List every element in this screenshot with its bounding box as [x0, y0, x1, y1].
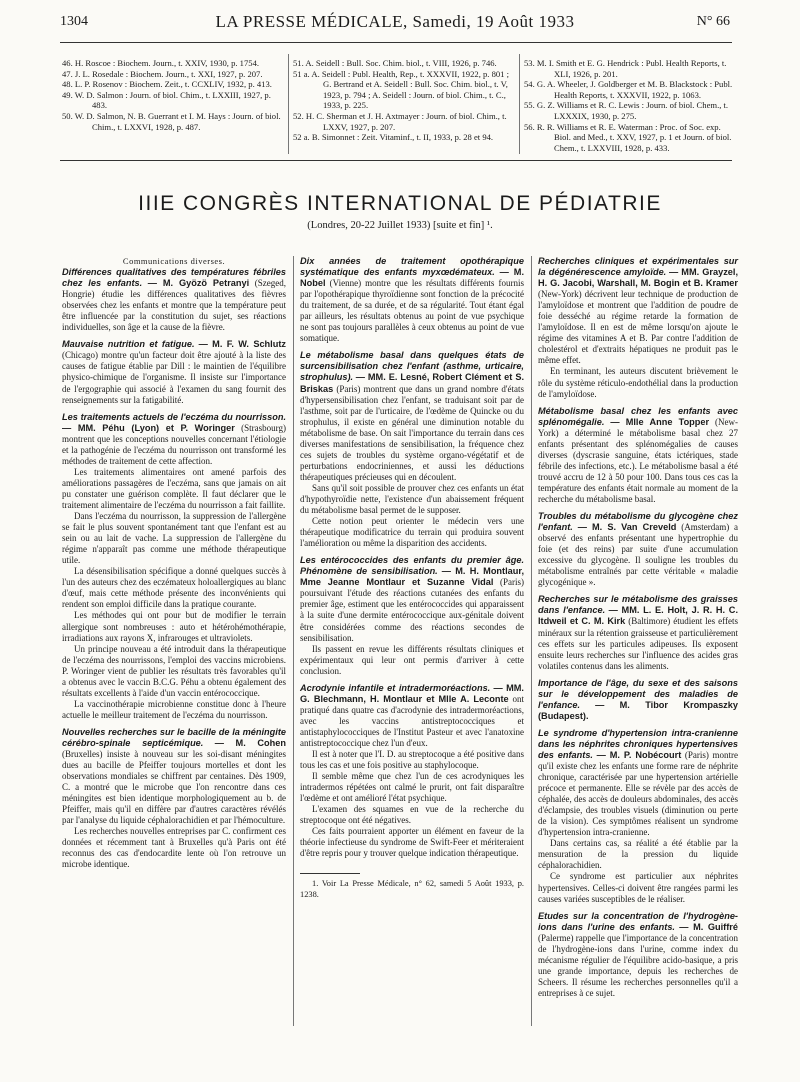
article-column-1 [62, 256, 286, 871]
article-column-2 [300, 256, 524, 900]
reference-item: 54. G. A. Wheeler, J. Goldberger et M. B. Blackstock : Publ. Health Reports, t. XXXVII, 1922, p. 1063. [524, 79, 733, 100]
article-title: Importance de l'âge, du sexe et des saisons sur le développement des maladies de l'enfance. [538, 677, 738, 710]
issue-number: N° 66 [696, 14, 730, 29]
article-author: — M. F. W. Schlutz [198, 339, 286, 350]
article-text: (Paris) montre qu'il existe chez les enfants une forme rare de néphrite chronique, caractérisée par une hypertension artérielle précoce et permanente. Elle se révèle par des accès de céphalée, des accès de douleurs abdominales, des accès d'éclampsie, des troubles visuels (diminution ou perte de la vision). Ces symptômes réalisent un syndrome d'hypertension intra-cranienne. [538, 749, 739, 838]
references-rule [60, 160, 732, 161]
references-col1 [62, 58, 282, 132]
section-subtitle: (Londres, 20-22 Juillet 1933) [suite et fin] ¹. [307, 220, 493, 231]
article-title: Troubles du métabolisme du glycogène chez l'enfant. [538, 511, 738, 533]
article-title: Etudes sur la concentration de l'hydrogène-ions dans l'urine des enfants. [538, 910, 738, 932]
article-title: Le métabolisme basal dans quelques états de surcensibilisation chez l'enfant (asthme, urticaire, strophulus). [300, 350, 524, 383]
article-author: — M. Guiffré [679, 921, 738, 932]
article-paragraph: Les recherches nouvelles entreprises par C. confirment ces données et récemment tant à Bruxelles qu'à Paris ont été reconnus des cas d'endocardite lente où l'on retrouve un microbe identique. [62, 826, 286, 870]
footnote: 1. Voir La Presse Médicale, n° 62, samedi 5 Août 1933, p. 1238. [300, 879, 524, 899]
article-paragraph: Dans l'eczéma du nourrisson, la suppression de l'allergène se fait le plus souvent spontanément tant que l'enfant est au sein ou au lait de vache. La suppression de l'allergène du régime n'apparaît pas comme une méthode thérapeutique utile. [62, 511, 286, 566]
article-text: (Paris) montrent que dans un grand nombre d'états d'hypersensibilisation chez l'enfant, se traduisant soit par de l'asthme, soit par de l'urticaire, de l'œdème de Quincke ou du strophulus, il existe en général une diminution notable du métabolisme de base. On sait l'importance du terrain dans ces diverses manifestations de sensibilisation, la fréquence chez ces sujets de troubles du système organo-végétatif et de perturbations endocriniennes, et aussi les déductions thérapeutiques précieuses qui en découlent. [300, 383, 525, 482]
article-paragraph: Un principe nouveau a été introduit dans la thérapeutique de l'eczéma des nourrissons, l'emploi des vaccins microbiens. P. Woringer vient de publier les résultats très favorables qu'il a obtenus avec le vaccin B.C.G. Péhu a obtenu également des résultats excellents à l'aide d'un vaccin entérococcique. [62, 643, 286, 698]
article-title: Les traitements actuels de l'eczéma du nourrisson. [62, 411, 286, 422]
header-rule [60, 42, 732, 43]
article-author: — M. Tibor Krompaszky (Budapest). [538, 699, 738, 721]
article-author: — Mlle Anne Topper [610, 416, 710, 427]
column-divider [293, 256, 294, 1026]
reference-item: 51 a. A. Seidell : Publ. Health, Rep., t. XXXVII, 1922, p. 801 ; G. Bertrand et A. Seidell : Bull. Soc. Chim. biol., t. V, 1923, p. 794 ; A. Seidell : Journ. of biol. Chim., t. C., 1933, p. 225. [293, 68, 510, 111]
article-paragraph: Il semble même que chez l'un de ces acrodyniques les intradermos répétées ont calmé le prurit, ont fait disparaître l'œdème et ont amélioré l'état psychique. [300, 771, 524, 804]
article-text: (Palerme) rappelle que l'importance de la concentration de l'hydrogène-ions dans l'urine, comme index du mécanisme régulier de l'équilibre acido-basique, a pris une grande importance, depuis les recherches de Scheers. Il résume les recherches personnelles qu'il a entreprises à ce sujet. [538, 932, 738, 998]
article-text: (Amsterdam) a observé des enfants présentant une hypertrophie du foie (et des reins) par suite d'une accumulation excessive du glycogène. Il souligne les troubles du métabolisme entraînés par cette véritable « maladie glycogénique ». [538, 522, 739, 588]
article-text: (Szeged, Hongrie) étudie les différences qualitatives des fièvres observées chez les enfants et montre que la température peut être influencée par la constitution du sujet, ses réactions individuelles, son âge et la cause de la fièvre. [62, 278, 287, 333]
references-col3 [524, 58, 734, 153]
article-paragraph: En terminant, les auteurs discutent brièvement le rôle du système réticulo-endothélial dans la production de l'amyloïdose. [538, 366, 738, 399]
article-author: — M. Gyözö Petranyi [147, 278, 250, 289]
article-title: Recherches sur le métabolisme des graisses dans l'enfance. [538, 594, 738, 616]
article-author: — M. Nobel [300, 267, 525, 289]
reference-item: 50. W. D. Salmon, N. B. Guerrant et I. M. Hays : Journ. of biol. Chim., t. LXXVI, 1928, p. 487. [62, 110, 281, 132]
article-text: ont pratiqué dans quatre cas d'acrodynie des intradermoréactions, avec les vaccins antistreptococciques et antistaphylococciques de l'Institut Pasteur et avec l'anatoxine antistreptococcique chez l'un d'eux. [300, 693, 524, 748]
reference-item: 51. A. Seidell : Bull. Soc. Chim. biol., t. VIII, 1926, p. 746. [293, 58, 497, 68]
references-col2 [293, 58, 513, 143]
footnote-rule [300, 873, 360, 874]
page-header [60, 14, 730, 40]
article-title: Métabolisme basal chez les enfants avec splénomégalie. [538, 405, 738, 427]
article-text: (Baltimore) étudient les effets minéraux sur la rétention graisseuse et particulièrement ces effets sur les particules adipeuses. Ils exposent ensuite leurs recherches sur l'influence des acides gras volatiles contenus dans les aliments. [538, 616, 738, 671]
article-column-3 [538, 256, 738, 999]
article-title: Dix années de traitement opothérapique systématique des enfants myxœdémateux. [300, 256, 524, 278]
article-paragraph: La désensibilisation spécifique a donné quelques succès à l'un des auteurs chez des eczémateux holoallergiques au blanc d'œuf, mais cette méthode présente des inconvénients qui rendent son emploi difficile dans la pratique courante. [62, 566, 286, 610]
article-paragraph: L'examen des squames en vue de la recherche du streptocoque ont été négatives. [300, 804, 524, 826]
column-divider [519, 54, 520, 154]
article-paragraph: Sans qu'il soit possible de prouver chez ces enfants un état d'hypothyroïdie nette, l'existence d'un abaissement fréquent du métabolisme basal permet de le supposer. [300, 482, 524, 516]
small-caps-heading: Communications diverses. [122, 256, 226, 266]
article-paragraph: La vaccinothérapie microbienne constitue donc à l'heure actuelle le meilleur traitement de l'eczéma du nourrisson. [62, 698, 286, 720]
article-paragraph: Ils passent en revue les différents résultats cliniques et expérimentaux qui leur ont permis d'arriver à cette conclusion. [300, 643, 524, 676]
article-text: (New-York) a déterminé le métabolisme basal chez 27 enfants présentant des splénomégalies de causes diverses (dyscrasie sanguine, états ictériques, stade fébrile des infections, etc.). Le métabolisme basal a été trouvé accru de 12 à 50 pour 100. Dans tous ces cas la température des enfants était normale au moment de la recherche du métabolisme basal. [538, 416, 739, 504]
article-author: — MM. Péhu (Lyon) et P. Woringer [62, 422, 235, 433]
article-author: — MM. Grayzel, H. G. Jacobi, Warshall, M. Bogin et B. Kramer [538, 267, 739, 289]
reference-item: 52. H. C. Sherman et J. H. Axtmayer : Journ. of biol. Chim., t. LXXV, 1927, p. 207. [293, 110, 507, 132]
article-author: — MM. L. E. Holt, J. R. H. C. Itdweil et C. M. Kirk [538, 605, 738, 627]
article-paragraph: Il est à noter que l'I. D. au streptocoque a été positive dans tous les cas et une fois positive au staphylocoque. [300, 749, 524, 771]
article-text: (Vienne) montre que les résultats différents fournis par l'opothérapique thyroïdienne sont fonction de la précocité du traitement, de sa durée, et de sa régularité. Tout étant égal par ailleurs, les résultats obtenus au point de vue psychique ne sont pas toujours parallèles à ceux obtenus au point de vue somatique. [300, 278, 524, 344]
article-title: Les entérococcides des enfants du premier âge. Phénomène de sensibilisation. [300, 555, 524, 577]
page-number: 1304 [60, 14, 88, 29]
article-text: (Paris) poursuivant l'étude des réactions cutanées des enfants du premier âge, estiment que les entérococcides qui apparaissent à la suite d'une dermite entérococcique aux-génitale doivent être considérées comme des réactions secondes de sensibilisation. [300, 577, 524, 643]
article-author: — MM. E. Lesné, Robert Clément et S. Briskas [300, 372, 524, 394]
reference-item: 55. G. Z. Williams et R. C. Lewis : Journ. of biol. Chem., t. LXXXIX, 1930, p. 275. [524, 100, 729, 121]
article-author: — M. S. Van Creveld [577, 522, 677, 533]
article-paragraph: Ces faits pourraient apporter un élément en faveur de la théorie infectieuse du syndrome de Swift-Feer et mériteraient d'être repris pour y trouver quelque indication thérapeutique. [300, 826, 524, 859]
article-title: Mauvaise nutrition et fatigue. [62, 339, 195, 350]
article-text: (Strasbourg) montrent que les conceptions nouvelles concernant l'étiologie et la pathogénie de l'eczéma du nourrisson ont transformé les méthodes de traitement de cette affection. [62, 422, 286, 466]
article-paragraph: Dans certains cas, sa réalité a été établie par la mensuration de la pression du liquide céphalorachidien. [538, 838, 738, 871]
article-title: Recherches cliniques et expérimentales sur la dégénérescence amyloïde. [538, 256, 738, 278]
article-author: — MM. G. Blechmann, H. Montlaur et Mlle A. Leconte [300, 682, 524, 704]
reference-item: 53. M. I. Smith et E. G. Hendrick : Publ. Health Reports, t. XLI, 1926, p. 201. [524, 58, 727, 79]
article-paragraph: Les traitements alimentaires ont amené parfois des améliorations passagères de l'eczéma, sans que jamais on ait pu constater une guérison complète. Il faut déclarer que le traitement alimentaire de l'eczéma du nourrisson a fait faillite. [62, 466, 286, 510]
reference-item: 56. R. R. Williams et R. E. Waterman : Proc. of Soc. exp. Biol. and Med., t. XXV, 1927, p. 1 et Journ. of biol. Chem., t. LXXVIII, 1928, p. 433. [524, 121, 732, 153]
reference-item: 46. H. Roscoe : Biochem. Journ., t. XXIV, 1930, p. 1754. [62, 58, 260, 68]
reference-item: 52 a. B. Simonnet : Zeit. Vitaminf., t. II, 1933, p. 28 et 94. [293, 132, 494, 143]
article-paragraph: Ce syndrome est particulier aux néphrites hypertensives. Celles-ci doivent être rangées parmi les causes variées susceptibles de le réaliser. [538, 871, 738, 904]
article-title: Différences qualitatives des températures fébriles chez les enfants. [62, 267, 286, 289]
reference-item: 47. J. L. Rosedale : Biochem. Journ., t. XXI, 1927, p. 207. [62, 68, 263, 79]
article-title: Nouvelles recherches sur le bacille de la méningite cérébro-spinale septicémique. [62, 726, 286, 748]
article-title: Le syndrome d'hypertension intra-cranienne dans les néphrites chroniques hypertensives des enfants. [538, 727, 738, 760]
article-text: (Chicago) montre qu'un facteur doit être ajouté à la liste des causes de fatigue établie par Dill : le maintien de l'équilibre physico-chimique de l'organisme. Il insiste sur l'importance de l'ergographie qui associé à l'examen du sang fournit des renseignements sur la fatigabilité. [62, 350, 286, 405]
article-author: — M. Cohen [214, 737, 287, 748]
column-divider [288, 54, 289, 154]
article-author: — M. P. Nobécourt [596, 749, 682, 760]
article-paragraph: Les méthodes qui ont pour but de modifier le terrain allergique sont nombreuses : auto et hétérohémothérapie, irradiations aux rayons X, infrarouges et ultraviolets. [62, 610, 286, 643]
article-text: (New-York) décrivent leur technique de production de l'amyloïdose et montrent que l'addition de poudre de foie desséché au régime retarde la formation de l'amyloïdose. Il en est de même lorsqu'on ajoute le régime des vitamines A et B. Par contre l'addition de cholestérol et d'extraits hépatiques ne produit pas le même effet. [538, 289, 738, 366]
journal-title: LA PRESSE MÉDICALE, Samedi, 19 Août 1933 [215, 12, 575, 31]
article-title: Acrodynie infantile et intradermoréactions. [300, 682, 491, 693]
reference-item: 48. L. P. Rosenov : Biochem. Zeit., t. CCXLIV, 1932, p. 413. [62, 79, 272, 90]
article-author: — M. H. Montlaur, Mme Jeanne Montlaur et Suzanne Vidal [300, 566, 524, 588]
article-paragraph: Cette notion peut orienter le médecin vers une thérapeutique modificatrice du terrain qui produira souvent l'amélioration ou même la disparition des accidents. [300, 516, 524, 549]
column-divider [531, 256, 532, 1026]
reference-item: 49. W. D. Salmon : Journ. of biol. Chim., t. LXXIII, 1927, p. 483. [62, 89, 271, 111]
section-title: IIIE CONGRÈS INTERNATIONAL DE PÉDIATRIE [138, 192, 662, 215]
article-text: (Bruxelles) insiste à nouveau sur les soi-disant méningites dues au bacille de Pfeiffer toujours mortelles et dont les observations mondiales se chiffrent par centaines. Dès 1909, C. a montré que le microbe que l'on rencontre dans ces méningites est bien identique morphologiquement au b. de Pfeiffer, mais qu'il en diffère par d'autres caractères révélés par l'analyse du liquide céphalorachidien et par l'hémoculture. [62, 749, 286, 826]
